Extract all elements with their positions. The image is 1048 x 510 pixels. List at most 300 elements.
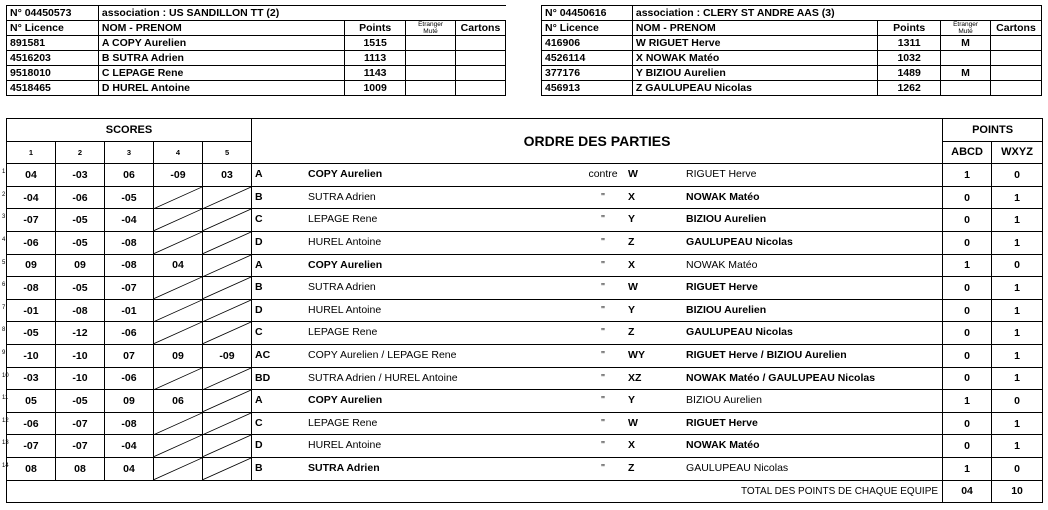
player-row [7,81,506,96]
match-order-cell [252,435,943,458]
player-name: COPY Aurelien [112,37,187,49]
player-etranger-mute: M [941,36,991,51]
player-a-name: SUTRA Adrien / HUREL Antoine [308,371,458,384]
team-a-cartons-header: Cartons [455,21,505,36]
team-a-etranger-header: Etranger Muté [406,21,456,36]
set-score-value: -07 [72,417,88,430]
match-row [7,299,1043,322]
versus-label: " [601,326,605,339]
set-score [105,367,154,390]
match-order-cell [252,254,943,277]
team-a-name-header: NOM - PRENOM [98,21,344,36]
set-score [2,322,56,345]
player-cartons [455,36,505,51]
set-score [105,390,154,413]
player-b-name: BIZIOU Aurelien [686,394,762,407]
versus-label: " [601,258,605,271]
set-number-3: 3 [105,141,154,164]
set-score [203,164,252,187]
team-a-number: N° 04450573 [7,6,99,21]
set-score [105,277,154,300]
set-score [2,457,56,480]
set-score-value: -06 [121,327,137,340]
match-number: 5 [2,259,6,266]
set-score [2,367,56,390]
player-a-letter: B [255,461,263,474]
team-a-association: association : US SANDILLON TT (2) [98,6,505,21]
empty-set-cell [203,435,252,458]
empty-set-cell [154,457,203,480]
team-b-points-header: Points [878,21,941,36]
player-points: 1311 [878,36,941,51]
order-header: ORDRE DES PARTIES [252,119,943,164]
player-name-cell [632,81,877,96]
player-b-letter: XZ [628,371,642,384]
player-b-letter: W [628,168,638,181]
empty-set-cell [203,322,252,345]
match-number: 13 [2,440,9,447]
team-b-number: N° 04450616 [542,6,633,21]
player-a-name: SUTRA Adrien [308,461,380,474]
match-number: 7 [2,304,6,311]
empty-set-cell [154,367,203,390]
points-team-a: 1 [943,164,992,187]
empty-set-cell [203,231,252,254]
player-row [542,81,1042,96]
points-team-b: 1 [992,412,1043,435]
set-score-value: -03 [23,372,39,385]
points-team-a: 0 [943,186,992,209]
set-score-value: 05 [25,394,37,407]
team-b-association: association : CLERY ST ANDRE AAS (3) [632,6,1041,21]
match-number: 6 [2,282,6,289]
player-b-name: NOWAK Matéo [686,190,760,203]
player-a-letter: D [255,303,263,316]
set-score-value: 08 [25,462,37,475]
set-score-value: -10 [72,372,88,385]
match-order-cell [252,412,943,435]
player-etranger-mute [406,51,456,66]
player-a-letter: C [255,326,263,339]
set-score [154,254,203,277]
team-a-table [6,5,506,96]
total-team-b: 10 [992,480,1043,503]
player-a-name: COPY Aurelien [308,258,383,271]
player-a-name: HUREL Antoine [308,235,382,248]
player-b-letter: X [628,258,636,271]
points-col-wxyz: WXYZ [992,141,1043,164]
player-a-name: SUTRA Adrien [308,281,376,294]
total-label: TOTAL DES POINTS DE CHAQUE EQUIPE [7,480,943,503]
player-letter: W [635,37,646,49]
player-name: BIZIOU Aurelien [645,67,726,79]
empty-set-cell [154,231,203,254]
points-team-a: 0 [943,367,992,390]
team-b-cartons-header: Cartons [990,21,1041,36]
player-letter: C [101,67,110,79]
points-team-a: 1 [943,390,992,413]
player-name: HUREL Antoine [112,82,190,94]
empty-set-cell [203,209,252,232]
set-score [56,322,105,345]
player-letter: Y [635,67,643,79]
set-score [154,344,203,367]
empty-set-cell [203,457,252,480]
player-name-cell [632,66,877,81]
match-order-cell [252,390,943,413]
player-b-name: RIGUET Herve [686,416,758,429]
player-a-name: HUREL Antoine [308,439,382,452]
set-score [2,164,56,187]
set-number-4: 4 [154,141,203,164]
points-team-a: 0 [943,322,992,345]
points-team-a: 0 [943,435,992,458]
scores-header: SCORES [7,119,252,142]
player-etranger-mute [941,81,991,96]
points-team-a: 0 [943,344,992,367]
set-score-value: 09 [74,259,86,272]
set-score-value: -10 [23,349,39,362]
match-order-cell [252,164,943,187]
player-licence: 377176 [542,66,633,81]
empty-set-cell [154,277,203,300]
empty-set-cell [154,186,203,209]
player-points: 1489 [878,66,941,81]
set-score [105,412,154,435]
set-score-value: -05 [23,327,39,340]
set-score [203,344,252,367]
set-score [2,390,56,413]
set-score [2,231,56,254]
set-score-value: -07 [23,440,39,453]
versus-label: " [601,461,605,474]
set-score [56,457,105,480]
set-score-value: -08 [23,281,39,294]
player-points: 1032 [878,51,941,66]
set-score [56,186,105,209]
versus-label: contre [588,168,618,181]
set-score [2,186,56,209]
player-b-name: NOWAK Matéo / GAULUPEAU Nicolas [686,371,876,384]
set-score [2,412,56,435]
match-number: 9 [2,349,6,356]
empty-set-cell [154,435,203,458]
points-team-b: 0 [992,390,1043,413]
empty-set-cell [154,299,203,322]
player-b-letter: Z [628,235,635,248]
match-order-cell [252,186,943,209]
player-row [7,66,506,81]
player-row [542,51,1042,66]
set-score-value: -06 [121,372,137,385]
set-score [56,299,105,322]
set-score-value: 03 [221,168,233,181]
versus-label: " [601,371,605,384]
points-team-b: 1 [992,344,1043,367]
match-number: 3 [2,214,6,221]
player-b-letter: Y [628,394,636,407]
versus-label: " [601,394,605,407]
set-score [2,254,56,277]
set-score-value: -06 [23,417,39,430]
empty-set-cell [203,412,252,435]
set-score [2,435,56,458]
player-name: GAULUPEAU Nicolas [645,82,752,94]
team-b-etranger-header: Etranger Muté [941,21,991,36]
empty-set-cell [203,277,252,300]
player-points: 1009 [345,81,406,96]
match-order-cell [252,231,943,254]
player-b-letter: Z [628,461,635,474]
player-a-letter: BD [255,371,271,384]
player-a-letter: A [255,168,263,181]
set-score-value: 04 [25,168,37,181]
match-number: 8 [2,327,6,334]
set-score [105,344,154,367]
player-etranger-mute [406,81,456,96]
player-b-name: GAULUPEAU Nicolas [686,326,793,339]
versus-label: " [601,303,605,316]
player-a-name: COPY Aurelien [308,394,383,407]
player-letter: A [101,37,110,49]
player-name: RIGUET Herve [648,37,721,49]
empty-set-cell [203,186,252,209]
player-row [7,51,506,66]
player-letter: Z [635,82,643,94]
points-team-a: 0 [943,299,992,322]
versus-label: " [601,416,605,429]
set-score-value: -07 [23,214,39,227]
set-score-value: 09 [172,349,184,362]
versus-label: " [601,235,605,248]
player-a-name: COPY Aurelien [308,168,383,181]
empty-set-cell [154,322,203,345]
set-score-value: -10 [72,349,88,362]
set-number-5: 5 [203,141,252,164]
set-score-value: 09 [25,259,37,272]
points-team-b: 1 [992,231,1043,254]
set-score-value: 06 [123,168,135,181]
points-team-b: 0 [992,164,1043,187]
match-number: 1 [2,169,6,176]
player-b-letter: X [628,439,636,452]
points-team-b: 1 [992,299,1043,322]
empty-set-cell [203,390,252,413]
player-a-name: LEPAGE Rene [308,213,378,226]
points-team-a: 1 [943,457,992,480]
set-score-value: -12 [72,327,88,340]
set-score-value: 07 [123,349,135,362]
set-score [105,209,154,232]
match-number: 12 [2,417,9,424]
set-score-value: -08 [72,304,88,317]
match-order-cell [252,299,943,322]
match-order-cell [252,457,943,480]
player-b-name: NOWAK Matéo [686,258,758,271]
match-row [7,412,1043,435]
versus-label: " [601,439,605,452]
set-score [56,254,105,277]
player-row [7,36,506,51]
player-b-name: GAULUPEAU Nicolas [686,461,789,474]
match-order-cell [252,344,943,367]
points-team-b: 0 [992,254,1043,277]
player-a-letter: A [255,394,263,407]
set-score [105,254,154,277]
set-score-value: 04 [123,462,135,475]
team-a-points-header: Points [345,21,406,36]
set-score-value: -06 [23,236,39,249]
match-row [7,457,1043,480]
empty-set-cell [154,412,203,435]
team-a-licence-header: N° Licence [7,21,99,36]
player-letter: B [101,52,110,64]
match-row [7,367,1043,390]
player-a-letter: AC [255,348,271,361]
player-points: 1113 [345,51,406,66]
set-score-value: -05 [72,394,88,407]
versus-label: " [601,213,605,226]
player-b-letter: Y [628,213,636,226]
player-name-cell [632,51,877,66]
match-row [7,390,1043,413]
set-score-value: -04 [121,440,137,453]
score-sheet-table [2,118,1043,503]
set-score [105,231,154,254]
player-licence: 416906 [542,36,633,51]
set-score [105,322,154,345]
player-licence: 4518465 [7,81,99,96]
player-cartons [990,51,1041,66]
player-b-name: BIZIOU Aurelien [686,303,767,316]
player-a-name: LEPAGE Rene [308,416,378,429]
player-etranger-mute: M [941,66,991,81]
player-licence: 4526114 [542,51,633,66]
match-row [7,277,1043,300]
team-b-name-header: NOM - PRENOM [632,21,877,36]
empty-set-cell [203,367,252,390]
points-team-a: 0 [943,277,992,300]
points-team-b: 1 [992,322,1043,345]
set-score [154,390,203,413]
player-a-letter: B [255,190,263,203]
player-name-cell [98,81,344,96]
set-number-2: 2 [56,141,105,164]
set-score-value: -06 [72,191,88,204]
match-number: 11 [2,395,9,402]
set-score [2,344,56,367]
set-score-value: -01 [121,304,137,317]
team-b-licence-header: N° Licence [542,21,633,36]
player-a-letter: D [255,235,263,248]
player-cartons [990,81,1041,96]
set-score-value: 08 [74,462,86,475]
player-points: 1262 [878,81,941,96]
empty-set-cell [203,254,252,277]
player-name-cell [98,66,344,81]
player-cartons [455,66,505,81]
set-score [105,164,154,187]
player-b-letter: Y [628,303,636,316]
player-letter: D [101,82,110,94]
set-score [56,277,105,300]
player-row [542,66,1042,81]
match-row [7,254,1043,277]
empty-set-cell [203,299,252,322]
player-etranger-mute [941,51,991,66]
match-row [7,435,1043,458]
points-team-a: 0 [943,231,992,254]
player-cartons [455,51,505,66]
player-letter: X [635,52,643,64]
set-score [154,164,203,187]
player-b-name: RIGUET Herve [686,281,758,294]
match-row [7,186,1043,209]
points-team-a: 1 [943,254,992,277]
team-b-table [541,5,1042,96]
player-a-name: COPY Aurelien / LEPAGE Rene [308,348,457,361]
match-row [7,344,1043,367]
set-score-value: -08 [121,417,137,430]
match-order-cell [252,277,943,300]
points-team-a: 0 [943,209,992,232]
set-score-value: -09 [170,168,186,181]
set-score [56,344,105,367]
set-score-value: 09 [123,394,135,407]
player-cartons [990,36,1041,51]
match-row [7,322,1043,345]
versus-label: " [601,190,605,203]
player-points: 1143 [345,66,406,81]
player-cartons [990,66,1041,81]
player-a-letter: D [255,439,263,452]
empty-set-cell [154,209,203,232]
player-a-name: LEPAGE Rene [308,326,378,339]
player-licence: 891581 [7,36,99,51]
set-score-value: -07 [121,281,137,294]
set-score-value: -05 [72,281,88,294]
points-team-b: 1 [992,435,1043,458]
player-b-name: BIZIOU Aurelien [686,213,767,226]
player-a-letter: C [255,213,263,226]
player-b-name: RIGUET Herve / BIZIOU Aurelien [686,348,847,361]
set-score-value: -05 [121,191,137,204]
match-number: 10 [2,372,9,379]
set-score [105,435,154,458]
set-score [56,164,105,187]
player-name: NOWAK Matéo [645,52,720,64]
points-team-b: 1 [992,277,1043,300]
player-b-name: NOWAK Matéo [686,439,760,452]
set-score-value: -01 [23,304,39,317]
player-licence: 456913 [542,81,633,96]
player-b-letter: Z [628,326,635,339]
match-number: 2 [2,191,6,198]
player-name-cell [632,36,877,51]
player-etranger-mute [406,36,456,51]
match-row [7,231,1043,254]
set-score-value: 04 [172,259,184,272]
player-b-letter: X [628,190,636,203]
player-name: SUTRA Adrien [112,52,184,64]
player-a-letter: A [255,258,263,271]
points-team-a: 0 [943,412,992,435]
set-score [2,209,56,232]
player-name-cell [98,51,344,66]
player-licence: 9518010 [7,66,99,81]
set-score-value: -08 [121,259,137,272]
player-licence: 4516203 [7,51,99,66]
